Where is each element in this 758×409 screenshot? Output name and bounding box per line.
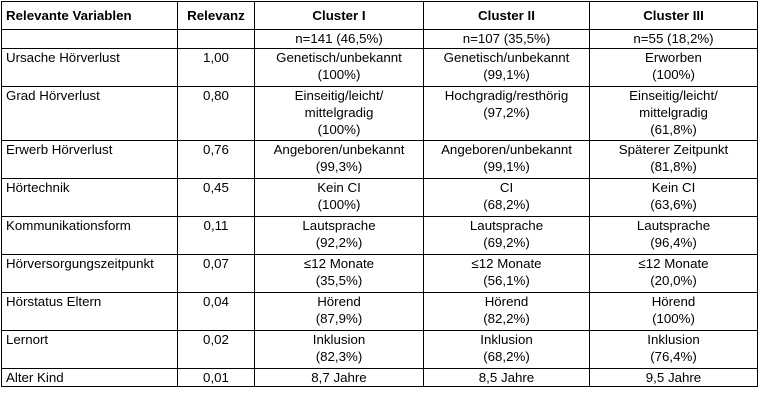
cell-line: (68,2%) xyxy=(483,349,530,364)
cell-line: 8,5 Jahre xyxy=(478,370,535,385)
cluster-3-cell xyxy=(590,217,758,255)
cluster-1-cell xyxy=(255,87,424,141)
header-relevance: Relevanz xyxy=(178,2,255,30)
n-cluster-1: n=141 (46,5%) xyxy=(255,30,424,49)
cell-line: (82,3%) xyxy=(315,349,363,364)
cell-line: Hörend xyxy=(317,294,361,309)
cluster-1-cell xyxy=(255,331,424,369)
variable-cell: Kommunikationsform xyxy=(2,217,178,255)
cell-line: Lautsprache xyxy=(469,218,544,233)
n-row xyxy=(2,30,758,49)
cell-line: Einseitig/leicht/ xyxy=(294,88,384,103)
cluster-3-cell xyxy=(590,293,758,331)
cluster-3-cell xyxy=(590,255,758,293)
table-row xyxy=(2,293,758,331)
cell-line: Lautsprache xyxy=(302,218,376,233)
cell-line: mittelgradig xyxy=(304,105,374,120)
cluster-1-cell xyxy=(255,293,424,331)
cell-line: Inklusion xyxy=(312,332,366,347)
relevance-cell: 0,04 xyxy=(178,293,255,331)
variable-cell: Hörstatus Eltern xyxy=(2,293,178,331)
cell-line: Hörend xyxy=(651,294,696,309)
cell-line: ≤12 Monate xyxy=(638,256,709,271)
cell-line: Inklusion xyxy=(647,332,700,347)
cell-line: (76,4%) xyxy=(650,349,697,364)
relevance-cell: 1,00 xyxy=(178,49,255,87)
cell-line: (87,9%) xyxy=(315,311,363,326)
cell-line: (20,0%) xyxy=(650,273,697,288)
relevance-cell: 0,01 xyxy=(178,369,255,387)
cell-line: 8,7 Jahre xyxy=(311,370,367,385)
cluster-3-cell xyxy=(590,49,758,87)
cell-line: Kein CI xyxy=(651,180,696,195)
cluster-1-cell xyxy=(255,141,424,179)
variable-cell: Ursache Hörverlust xyxy=(2,49,178,87)
cell-line: (100%) xyxy=(317,67,361,82)
header-cluster-3: Cluster III xyxy=(590,2,758,30)
variable-cell: Erwerb Hörverlust xyxy=(2,141,178,179)
relevance-cell: 0,02 xyxy=(178,331,255,369)
table-row xyxy=(2,141,758,179)
relevance-cell: 0,11 xyxy=(178,217,255,255)
cell-line: Erworben xyxy=(645,50,702,65)
table-row xyxy=(2,179,758,217)
cluster-2-cell xyxy=(424,255,590,293)
cell-line: Angeboren/unbekannt xyxy=(273,142,405,157)
cluster-2-cell xyxy=(424,49,590,87)
relevance-cell: 0,76 xyxy=(178,141,255,179)
cluster-3-cell xyxy=(590,87,758,141)
cell-line: ≤12 Monate xyxy=(303,256,375,271)
cluster-1-cell xyxy=(255,217,424,255)
header-variable: Relevante Variablen xyxy=(2,2,178,30)
variable-cell: Lernort xyxy=(2,331,178,369)
cell-line: Späterer Zeitpunkt xyxy=(618,142,729,157)
cell-line: (69,2%) xyxy=(483,235,530,250)
relevance-cell: 0,07 xyxy=(178,255,255,293)
variable-cell: Grad Hörverlust xyxy=(2,87,178,141)
cell-line: (100%) xyxy=(317,122,361,137)
cell-line: (99,1%) xyxy=(483,67,530,82)
table-row xyxy=(2,369,758,387)
cluster-1-cell xyxy=(255,255,424,293)
cluster-3-cell xyxy=(590,369,758,387)
cell-line: Lautsprache xyxy=(636,218,711,233)
cell-line: (100%) xyxy=(652,311,695,326)
table-row xyxy=(2,49,758,87)
cluster-2-cell xyxy=(424,217,590,255)
cell-line: (99,1%) xyxy=(483,159,530,174)
n-cluster-3: n=55 (18,2%) xyxy=(590,30,758,49)
cell-line: Genetisch/unbekannt xyxy=(443,50,570,65)
table-row xyxy=(2,217,758,255)
cell-line: mittelgradig xyxy=(639,105,708,120)
cell-line: Hörend xyxy=(484,294,529,309)
cell-line: Einseitig/leicht/ xyxy=(629,88,718,103)
cluster-3-cell xyxy=(590,141,758,179)
relevance-cell: 0,45 xyxy=(178,179,255,217)
cell-line: Hochgradig/resthörig xyxy=(444,88,569,103)
cluster-2-cell xyxy=(424,369,590,387)
cluster-3-cell xyxy=(590,331,758,369)
cell-line: 9,5 Jahre xyxy=(645,370,702,385)
table-row xyxy=(2,255,758,293)
cell-line: ≤12 Monate xyxy=(471,256,542,271)
variable-cell: Alter Kind xyxy=(2,369,178,387)
cell-line: (97,2%) xyxy=(483,105,530,120)
cell-line: Angeboren/unbekannt xyxy=(441,142,572,157)
cell-line: Inklusion xyxy=(480,332,533,347)
cell-line: (82,2%) xyxy=(483,311,530,326)
cell-line: (68,2%) xyxy=(483,197,530,212)
cell-line: (96,4%) xyxy=(650,235,697,250)
table-row xyxy=(2,87,758,141)
cell-line: (81,8%) xyxy=(650,159,697,174)
cluster-2-cell xyxy=(424,331,590,369)
cluster-1-cell xyxy=(255,369,424,387)
relevance-cell: 0,80 xyxy=(178,87,255,141)
cell-line: Genetisch/unbekannt xyxy=(276,50,402,65)
header-cluster-2: Cluster II xyxy=(424,2,590,30)
cell-line: (35,5%) xyxy=(315,273,363,288)
cell-line: (100%) xyxy=(317,197,361,212)
table-row xyxy=(2,331,758,369)
cluster-2-cell xyxy=(424,87,590,141)
cell-line: (63,6%) xyxy=(650,197,697,212)
cell-line: CI xyxy=(499,180,514,195)
n-row-relevance xyxy=(178,30,255,49)
cluster-1-cell xyxy=(255,49,424,87)
cluster-3-cell xyxy=(590,179,758,217)
variable-cell: Hörtechnik xyxy=(2,179,178,217)
cluster-1-cell xyxy=(255,179,424,217)
cell-line: (99,3%) xyxy=(315,159,363,174)
n-cluster-2: n=107 (35,5%) xyxy=(424,30,590,49)
header-cluster-1: Cluster I xyxy=(255,2,424,30)
cell-line: (56,1%) xyxy=(483,273,530,288)
cell-line: (61,8%) xyxy=(650,122,697,137)
cell-line: (92,2%) xyxy=(315,235,363,250)
n-row-variable xyxy=(2,30,178,49)
cell-line: (100%) xyxy=(652,67,695,82)
cluster-2-cell xyxy=(424,141,590,179)
cluster-2-cell xyxy=(424,179,590,217)
variable-cell: Hörversorgungszeitpunkt xyxy=(2,255,178,293)
cluster-2-cell xyxy=(424,293,590,331)
header-row xyxy=(2,2,758,30)
cell-line: Kein CI xyxy=(317,180,361,195)
cluster-table xyxy=(1,1,758,387)
